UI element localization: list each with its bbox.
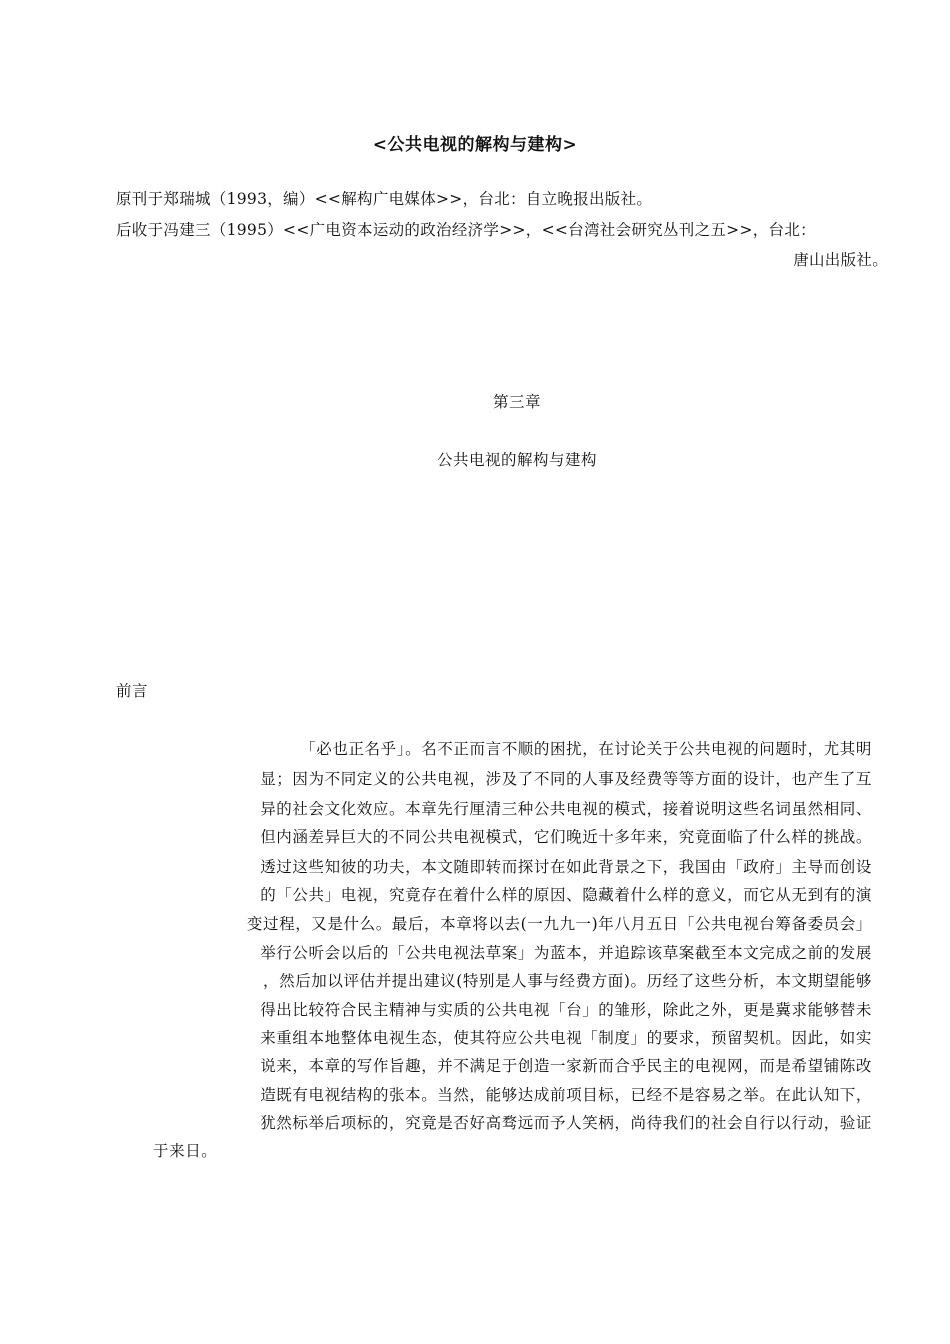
paragraph-line: 异的社会文化效应。本章先行厘清三种公共电视的模式，接着说明这些名词虽然相同、 [260, 800, 872, 818]
paragraph-line: ，然后加以评估并提出建议(特别是人事与经费方面)。历经了这些分析，本文期望能够 [263, 972, 872, 990]
chapter-title: 公共电视的解构与建构 [436, 451, 597, 469]
paragraph-line: 于来日。 [153, 1142, 218, 1160]
paragraph-line: 显；因为不同定义的公共电视，涉及了不同的人事及经费等等方面的设计，也产生了互 [260, 770, 872, 788]
paragraph-line: 但内涵差异巨大的不同公共电视模式，它们晚近十多年来，究竟面临了什么样的挑战。 [260, 828, 872, 846]
paragraph-line: 透过这些知彼的功夫，本文随即转而探讨在如此背景之下，我国由「政府」主导而创设 [260, 858, 872, 876]
paragraph-line: 造既有电视结构的张本。当然，能够达成前项目标，已经不是容易之举。在此认知下， [260, 1086, 872, 1104]
source-line-publisher: 唐山出版社。 [793, 251, 888, 269]
source-line-reprint: 后收于冯建三（1995）<<广电资本运动的政治经济学>>，<<台湾社会研究丛刊之五>>，台北： [116, 221, 816, 239]
document-title: <公共电视的解构与建构> [372, 135, 578, 155]
paragraph-line: 变过程，又是什么。最后，本章将以去(一九九一)年八月五日「公共电视台筹备委员会」 [246, 915, 872, 933]
paragraph-line: 「必也正名乎」。名不正而言不顺的困扰，在讨论关于公共电视的问题时，尤其明 [300, 740, 872, 758]
paragraph-line: 犹然标举后项标的，究竟是否好高骛远而予人笑柄，尚待我们的社会自行以行动，验证 [260, 1114, 872, 1132]
paragraph-line: 说来，本章的写作旨趣，并不满足于创造一家新而合乎民主的电视网，而是希望铺陈改 [260, 1057, 872, 1075]
paragraph-line: 举行公听会以后的「公共电视法草案」为蓝本，并追踪该草案截至本文完成之前的发展 [260, 944, 872, 962]
paragraph-line: 的「公共」电视，究竟存在着什么样的原因、隐藏着什么样的意义，而它从无到有的演 [260, 886, 872, 904]
paragraph-line: 来重组本地整体电视生态，使其符应公共电视「制度」的要求，预留契机。因此，如实 [260, 1029, 872, 1047]
paragraph-line: 得出比较符合民主精神与实质的公共电视「台」的雏形，除此之外，更是冀求能够替未 [260, 1001, 872, 1019]
section-heading: 前言 [116, 682, 149, 700]
source-line-original: 原刊于郑瑞城（1993，编）<<解构广电媒体>>，台北：自立晚报出版社。 [116, 190, 653, 208]
chapter-number: 第三章 [492, 393, 541, 411]
